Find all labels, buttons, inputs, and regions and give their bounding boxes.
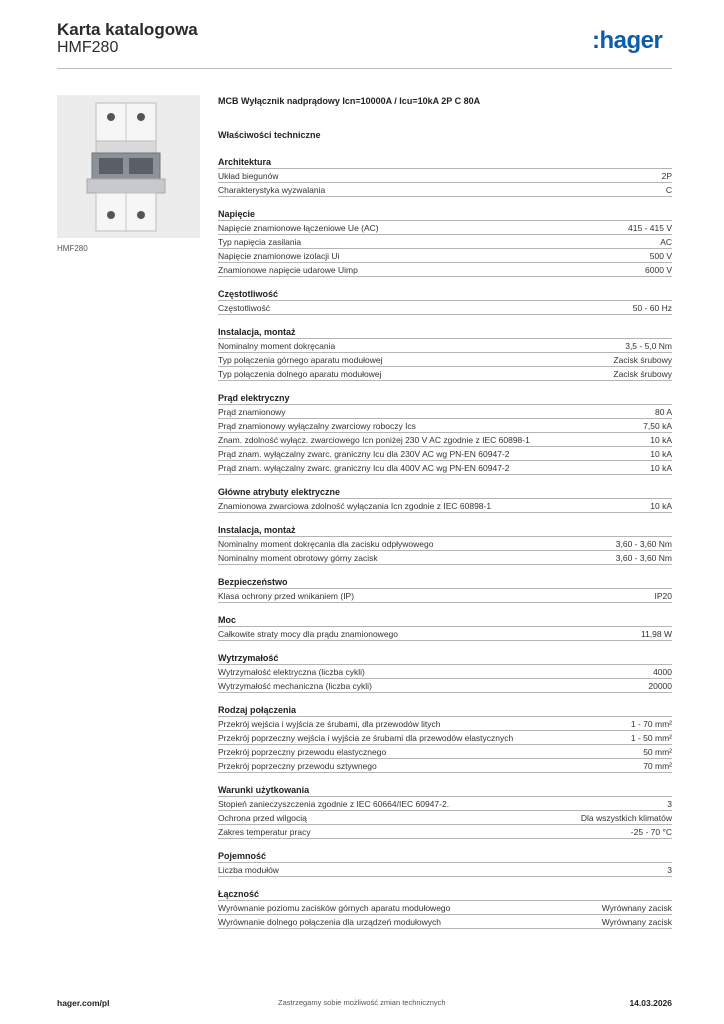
spec-value: 3,60 - 3,60 Nm	[615, 538, 672, 549]
product-title: MCB Wyłącznik nadprądowy Icn=10000A / Icu=10kA 2P C 80A	[218, 96, 481, 106]
spec-label: Klasa ochrony przed wnikaniem (IP)	[218, 590, 355, 601]
spec-label: Nominalny moment obrotowy górny zacisk	[218, 552, 378, 563]
section-title: Moc	[218, 614, 672, 627]
properties-heading: Właściwości techniczne	[218, 130, 321, 140]
hager-logo: :hager	[592, 27, 663, 54]
spec-row	[218, 665, 672, 679]
spec-row	[218, 589, 672, 603]
spec-row	[218, 627, 672, 641]
spec-label: Wyrównanie poziomu zacisków górnych aparatu modułowego	[218, 902, 451, 913]
spec-section	[218, 524, 672, 565]
spec-row	[218, 235, 672, 249]
spec-label: Charakterystyka wyzwalania	[218, 184, 326, 195]
spec-section	[218, 614, 672, 641]
section-title: Bezpieczeństwo	[218, 576, 672, 589]
spec-row	[218, 745, 672, 759]
spec-label: Wytrzymałość mechaniczna (liczba cykli)	[218, 680, 372, 691]
section-title: Architektura	[218, 156, 672, 169]
spec-row	[218, 825, 672, 839]
spec-row	[218, 221, 672, 235]
spec-section	[218, 486, 672, 513]
section-title: Rodzaj połączenia	[218, 704, 672, 717]
spec-section	[218, 156, 672, 197]
section-title: Warunki użytkowania	[218, 784, 672, 797]
spec-row	[218, 551, 672, 565]
spec-label: Układ biegunów	[218, 170, 279, 181]
spec-label: Napięcie znamionowe izolacji Ui	[218, 250, 340, 261]
section-title: Napięcie	[218, 208, 672, 221]
header-divider	[57, 68, 672, 69]
spec-value: Wyrównany zacisk	[601, 916, 672, 927]
spec-row	[218, 863, 672, 877]
spec-label: Prąd znamionowy wyłączalny zwarciowy roboczy Ics	[218, 420, 416, 431]
spec-row	[218, 249, 672, 263]
spec-value: Wyrównany zacisk	[601, 902, 672, 913]
spec-row	[218, 679, 672, 693]
spec-value: C	[665, 184, 672, 195]
spec-value: 1 - 70 mm²	[630, 718, 672, 729]
spec-label: Typ napięcia zasilania	[218, 236, 302, 247]
spec-label: Typ połączenia górnego aparatu modułowej	[218, 354, 383, 365]
spec-row	[218, 301, 672, 315]
spec-value: 1 - 50 mm²	[630, 732, 672, 743]
section-title: Instalacja, montaż	[218, 326, 672, 339]
spec-label: Stopień zanieczyszczenia zgodnie z IEC 60664/IEC 60947-2.	[218, 798, 450, 809]
spec-value: 3,60 - 3,60 Nm	[615, 552, 672, 563]
spec-label: Wyrównanie dolnego połączenia dla urządzeń modułowych	[218, 916, 441, 927]
spec-label: Przekrój poprzeczny wejścia i wyjścia ze śrubami dla przewodów elastycznych	[218, 732, 514, 743]
spec-value: 70 mm²	[643, 760, 672, 771]
spec-value: AC	[660, 236, 672, 247]
spec-value: Dla wszystkich klimatów	[580, 812, 672, 823]
spec-label: Przekrój wejścia i wyjścia ze śrubami, dla przewodów litych	[218, 718, 441, 729]
section-title: Łączność	[218, 888, 672, 901]
spec-label: Znam. zdolność wyłącz. zwarciowego Icn poniżej 230 V AC zgodnie z IEC 60898-1	[218, 434, 530, 445]
spec-label: Prąd znam. wyłączalny zwarc. graniczny Icu dla 230V AC wg PN-EN 60947-2	[218, 448, 510, 459]
spec-section	[218, 652, 672, 693]
document-title: Karta katalogowa	[57, 20, 198, 39]
spec-section	[218, 326, 672, 381]
spec-row	[218, 183, 672, 197]
spec-value: IP20	[654, 590, 672, 601]
spec-value: 6000 V	[645, 264, 672, 275]
spec-section	[218, 704, 672, 773]
section-title: Główne atrybuty elektryczne	[218, 486, 672, 499]
spec-row	[218, 433, 672, 447]
spec-label: Całkowite straty mocy dla prądu znamionowego	[218, 628, 399, 639]
spec-label: Prąd znam. wyłączalny zwarc. graniczny Icu dla 400V AC wg PN-EN 60947-2	[218, 462, 510, 473]
spec-value: 10 kA	[650, 500, 672, 511]
spec-label: Znamionowa zwarciowa zdolność wyłączania Icn zgodnie z IEC 60898-1	[218, 500, 492, 511]
spec-row	[218, 339, 672, 353]
spec-value: Zacisk śrubowy	[613, 368, 672, 379]
spec-value: 50 - 60 Hz	[632, 302, 672, 313]
spec-label: Nominalny moment dokręcania	[218, 340, 336, 351]
spec-row	[218, 901, 672, 915]
product-image	[57, 95, 200, 238]
spec-row	[218, 367, 672, 381]
spec-section	[218, 208, 672, 277]
spec-label: Przekrój poprzeczny przewodu sztywnego	[218, 760, 377, 771]
spec-row	[218, 537, 672, 551]
section-title: Częstotliwość	[218, 288, 672, 301]
spec-value: 500 V	[649, 250, 672, 261]
spec-row	[218, 717, 672, 731]
image-caption: HMF280	[57, 244, 88, 253]
product-code: HMF280	[57, 39, 119, 56]
section-title: Wytrzymałość	[218, 652, 672, 665]
spec-row	[218, 731, 672, 745]
spec-label: Przekrój poprzeczny przewodu elastycznego	[218, 746, 387, 757]
section-title: Pojemność	[218, 850, 672, 863]
spec-value: 20000	[648, 680, 672, 691]
spec-row	[218, 811, 672, 825]
spec-label: Zakres temperatur pracy	[218, 826, 311, 837]
spec-row	[218, 797, 672, 811]
section-title: Instalacja, montaż	[218, 524, 672, 537]
spec-label: Nominalny moment dokręcania dla zacisku odpływowego	[218, 538, 434, 549]
spec-section	[218, 784, 672, 839]
spec-section	[218, 392, 672, 475]
spec-label: Prąd znamionowy	[218, 406, 286, 417]
spec-value: Zacisk śrubowy	[613, 354, 672, 365]
spec-section	[218, 888, 672, 929]
spec-row	[218, 759, 672, 773]
spec-row	[218, 169, 672, 183]
spec-value: 2P	[661, 170, 672, 181]
footer-note: Zastrzegamy sobie możliwość zmian technicznych	[278, 998, 446, 1007]
spec-row	[218, 353, 672, 367]
spec-value: 10 kA	[650, 448, 672, 459]
spec-label: Znamionowe napięcie udarowe Uimp	[218, 264, 358, 275]
spec-row	[218, 263, 672, 277]
spec-value: 3,5 - 5,0 Nm	[625, 340, 672, 351]
spec-value: 415 - 415 V	[628, 222, 672, 233]
spec-row	[218, 419, 672, 433]
spec-value: 10 kA	[650, 434, 672, 445]
footer-date: 14.03.2026	[629, 998, 672, 1008]
spec-row	[218, 499, 672, 513]
spec-value: 3	[667, 864, 672, 875]
spec-value: 11,98 W	[640, 628, 672, 639]
spec-sections	[218, 156, 672, 940]
footer-website[interactable]: hager.com/pl	[57, 998, 110, 1008]
spec-row	[218, 461, 672, 475]
spec-section	[218, 288, 672, 315]
spec-value: 7,50 kA	[643, 420, 672, 431]
spec-section	[218, 576, 672, 603]
spec-value: 3	[667, 798, 672, 809]
spec-section	[218, 850, 672, 877]
spec-row	[218, 447, 672, 461]
spec-value: 50 mm²	[643, 746, 672, 757]
spec-value: 80 A	[654, 406, 672, 417]
spec-label: Napięcie znamionowe łączeniowe Ue (AC)	[218, 222, 379, 233]
spec-row	[218, 405, 672, 419]
section-title: Prąd elektryczny	[218, 392, 672, 405]
spec-value: 4000	[653, 666, 672, 677]
spec-label: Liczba modułów	[218, 864, 279, 875]
spec-label: Częstotliwość	[218, 302, 270, 313]
spec-label: Typ połączenia dolnego aparatu modułowej	[218, 368, 382, 379]
spec-label: Wytrzymałość elektryczna (liczba cykli)	[218, 666, 365, 677]
spec-row	[218, 915, 672, 929]
spec-value: 10 kA	[650, 462, 672, 473]
spec-label: Ochrona przed wilgocią	[218, 812, 307, 823]
spec-value: -25 - 70 °C	[630, 826, 672, 837]
